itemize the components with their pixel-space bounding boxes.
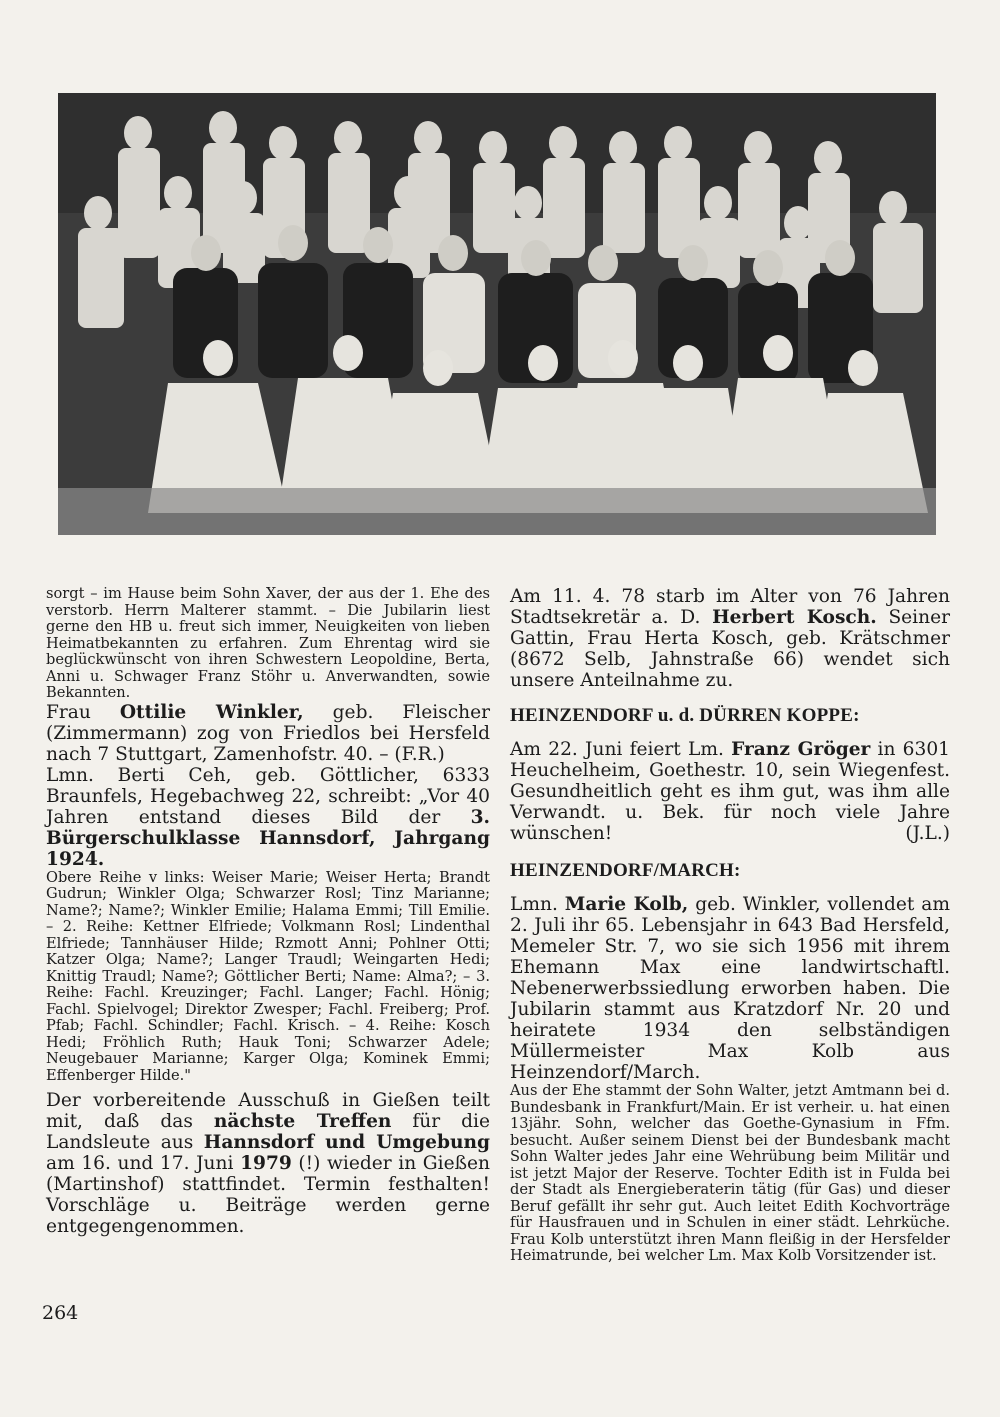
- paragraph-herbert-kosch: [510, 586, 950, 691]
- bold: nächste Treffen: [213, 1111, 392, 1132]
- name-bold: Marie Kolb,: [564, 894, 689, 915]
- bold: 1979: [240, 1153, 292, 1174]
- bold: Hannsdorf und Umgebung: [203, 1132, 490, 1153]
- paragraph-kolb-family: Aus der Ehe stammt der Sohn Walter, jetzt Amtmann bei d. Bundesbank in Frankfurt/Main. Er ist verheir. u. hat einen 13jähr. Sohn, welcher das Goethe-Gynasium in Ffm. besucht. Außer seinem Dienst bei der Bundesbank macht Sohn Walter jedes Jahr eine Wehrübung beim Militär und ist jetzt Major der Reserve. Tochter Edith ist in Fulda bei der Stadt als Energieberaterin tätig (für Gas) und dieser Beruf gefällt ihr sehr gut. Auch leitet Edith Kochvorträge für Hausfrauen und in Schulen in einer städt. Lehrküche. Frau Kolb unterstützt ihren Mann fleißig in der Hersfelder Heimatrunde, bei welcher Lm. Max Kolb Vorsitzender ist.: [510, 1082, 950, 1264]
- text: Lmn.: [510, 894, 565, 915]
- text: Lmn. Berti Ceh, geb. Göttlicher, 6333 Braunfels, Hegebachweg 22, schreibt: „Vor 40 Jahren entstand dieses Bild der: [46, 764, 490, 828]
- name-bold: Ottilie Winkler,: [119, 701, 304, 723]
- group-photo: [58, 93, 936, 535]
- class-bold: 3. Bürgerschulklasse Hannsdorf, Jahrgang 1924.: [46, 806, 490, 870]
- text: für die Landsleute aus: [46, 1111, 490, 1153]
- name-bold: Franz Gröger: [731, 739, 871, 760]
- paragraph-marie-kolb: [510, 894, 950, 1083]
- section-heading: HEINZENDORF u. d. DÜRREN KOPPE:: [510, 705, 860, 726]
- left-column: [46, 586, 490, 1237]
- text: geb. Fleischer (Zimmermann) zog von Friedlos bei Hersfeld nach 7 Stuttgart, Zamenhofstr. 40. – (F.R.): [46, 701, 490, 765]
- paragraph-franz-groeger: [510, 739, 950, 844]
- signature: (J.L.): [905, 823, 950, 844]
- paragraph-next-meeting: [46, 1090, 490, 1237]
- text: Frau: [46, 701, 120, 723]
- text: am 16. und 17. Juni: [46, 1153, 241, 1174]
- text: (!) wieder in Gießen (Martinshof) stattfindet. Termin festhalten! Vorschläge u. Beiträge werden gerne entgegengenommen.: [46, 1153, 490, 1237]
- text: in 6301 Heuchelheim, Goethestr. 10, sein Wiegenfest. Gesundheitlich geht es ihm gut, was ihm alle Verwandt. u. Bek. für noch viele Jahre wünschen!: [510, 739, 950, 844]
- paragraph-berti-ceh: [46, 765, 490, 870]
- text: Am 22. Juni feiert Lm.: [510, 739, 732, 760]
- text: geb. Winkler, vollendet am 2. Juli ihr 65. Lebensjahr in 643 Bad Hersfeld, Memeler Str. 7, wo sie sich 1956 mit ihrem Ehemann Max eine landwirtschaftl. Nebenerwerbssiedlung erworben haben. Die Jubilarin stammt aus Kratzdorf Nr. 20 und heiratete 1934 den selbständigen Müllermeister Max Kolb aus Heinzendorf/March.: [510, 894, 950, 1083]
- text: Seiner Gattin, Frau Herta Kosch, geb. Krätschmer (8672 Selb, Jahnstraße 66) wendet sich unsere Anteilnahme zu.: [510, 607, 951, 691]
- paragraph-name-list: Obere Reihe v links: Weiser Marie; Weiser Herta; Brandt Gudrun; Winkler Olga; Schwarzer Rosl; Tinz Marianne; Name?; Name?; Winkler Emilie; Halama Emmi; Till Emilie. – 2. Reihe: Kettner Elfriede; Volkmann Rosl; Lindenthal Elfriede; Tannhäuser Hilde; Rzmott Anni; Pohlner Otti; Katzer Olga; Name?; Langer Traudl; Weingarten Hedi; Knittig Traudl; Name?; Göttlicher Berti; Name: Alma?; – 3. Reihe: Fachl. Kreuzinger; Fachl. Langer; Fachl. Hönig; Fachl. Spielvogel; Direktor Zwesper; Fachl. Freiberg; Prof. Pfab; Fachl. Schindler; Fachl. Krisch. – 4. Reihe: Kosch Hedi; Fröhlich Ruth; Hauk Toni; Schwarzer Adele; Neugebauer Marianne; Karger Olga; Kominek Emmi; Effenberger Hilde.": [46, 868, 490, 1084]
- name-bold: Herbert Kosch.: [712, 607, 877, 628]
- paragraph-ottilie-winkler: [46, 702, 490, 765]
- paragraph-winkler-end: sorgt – im Hause beim Sohn Xaver, der aus der 1. Ehe des verstorb. Herrn Malterer stammt. – Die Jubilarin liest gerne den HB u. freut sich immer, Neuigkeiten von lieben Heimatbekannten zu erfahren. Zum Ehrentag wird sie beglückwünscht von ihren Schwestern Leopoldine, Berta, Anni u. Schwager Franz Stöhr u. Anverwandten, sowie Bekannten.: [46, 585, 490, 701]
- group-photo-icon: [58, 93, 936, 535]
- page-number: 264: [42, 1302, 79, 1324]
- right-column: [510, 586, 950, 1265]
- section-heading: HEINZENDORF/MARCH:: [510, 860, 741, 881]
- text: Am 11. 4. 78 starb im Alter von 76 Jahren Stadtsekretär a. D.: [510, 586, 950, 628]
- text: Der vorbereitende Ausschuß in Gießen teilt mit, daß das: [46, 1090, 490, 1132]
